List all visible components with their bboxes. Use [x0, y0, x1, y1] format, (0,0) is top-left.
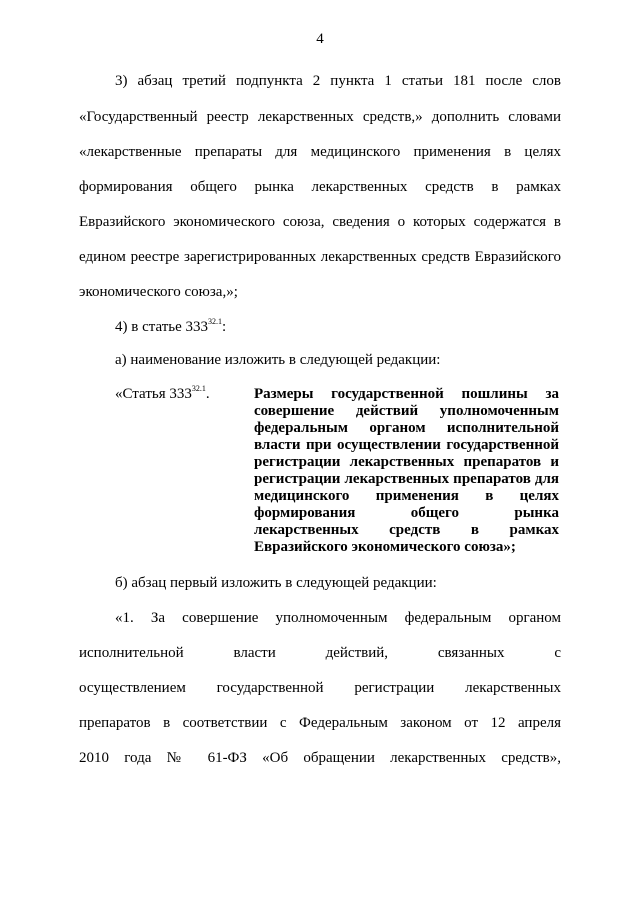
paragraph-line: осуществлением государственной регистрации лекарственных: [79, 680, 561, 696]
article-title-line: власти при осуществлении государственной: [254, 437, 559, 453]
article-title-line: регистрации лекарственных препаратов и: [254, 454, 559, 470]
paragraph-line: «1. За совершение уполномоченным федеральным органом: [115, 610, 561, 626]
article-label-suffix: .: [205, 386, 210, 402]
article-title-line: федеральным органом исполнительной: [254, 420, 559, 436]
article-title-line: Размеры государственной пошлины за: [254, 386, 559, 402]
article-title-line: формирования общего рынка: [254, 505, 559, 521]
article-title-line: медицинского применения в целях: [254, 488, 559, 504]
article-title-line: лекарственных средств в рамках: [254, 522, 559, 538]
paragraph-line: препаратов в соответствии с Федеральным законом от 12 апреля: [79, 715, 561, 731]
article-title-line: Евразийского экономического союза»;: [254, 539, 516, 555]
paragraph-line: 2010 года № 61-ФЗ «Об обращении лекарственных средств»,: [79, 750, 561, 766]
item-4-suffix: :: [222, 319, 227, 335]
item-b: б) абзац первый изложить в следующей редакции:: [115, 575, 437, 591]
paragraph-line: формирования общего рынка лекарственных средств в рамках: [79, 179, 561, 195]
paragraph-line: исполнительной власти действий, связанных с: [79, 645, 561, 661]
article-title-line: регистрации лекарственных препаратов для: [254, 471, 559, 487]
article-label-sup: 32.1: [191, 384, 206, 393]
article-label-text: «Статья 333: [115, 386, 192, 402]
paragraph-line: Евразийского экономического союза, сведения о которых содержатся в: [79, 214, 561, 230]
item-a: а) наименование изложить в следующей редакции:: [115, 352, 441, 368]
paragraph-line: 3) абзац третий подпункта 2 пункта 1 статьи 181 после слов: [115, 73, 561, 89]
item-4-text: 4) в статье 333: [115, 319, 209, 335]
paragraph-line: едином реестре зарегистрированных лекарственных средств Евразийского: [79, 249, 561, 265]
paragraph-line: «лекарственные препараты для медицинского применения в целях: [79, 144, 561, 160]
article-label: [115, 384, 239, 404]
paragraph-line: «Государственный реестр лекарственных средств,» дополнить словами: [79, 109, 561, 125]
paragraph-line: экономического союза,»;: [79, 284, 238, 300]
page-number: 4: [316, 31, 324, 47]
article-title-line: совершение действий уполномоченным: [254, 403, 559, 419]
item-4-heading: [115, 317, 561, 337]
item-4-sup: 32.1: [208, 317, 223, 326]
